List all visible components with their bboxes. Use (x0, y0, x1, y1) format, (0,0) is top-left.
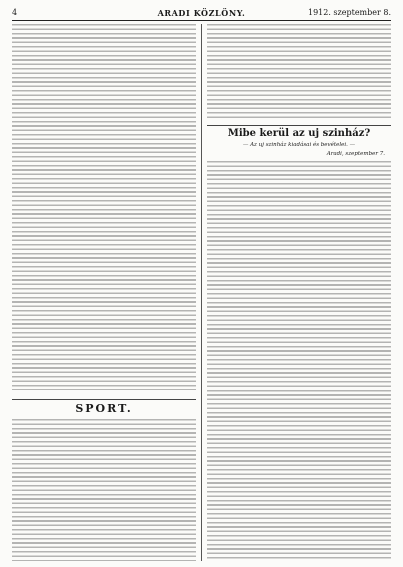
sport-heading: SPORT. (75, 402, 133, 415)
sport-text-block (12, 419, 196, 561)
right-column (207, 24, 391, 561)
mibe-subtitle: — Az uj szinház kiadásai és bevételei. — (242, 142, 356, 148)
section-divider (207, 125, 391, 126)
issue-date: 1912. szeptember 8. (307, 8, 391, 17)
page-header (12, 8, 391, 21)
column-rule (201, 24, 202, 561)
left-column (12, 24, 196, 561)
newspaper-title: ARADI KÖZLÖNY. (157, 8, 246, 18)
article-text-block (207, 24, 391, 120)
text-columns (12, 24, 391, 561)
page-number: 4 (12, 8, 18, 17)
mibe-heading: Mibe kerül az uj szinház? (227, 128, 371, 139)
mibe-byline: Aradi, szeptember 7. (326, 151, 385, 157)
mibe-text-block (207, 161, 391, 561)
section-divider (12, 399, 196, 400)
article-text-block (12, 24, 196, 390)
